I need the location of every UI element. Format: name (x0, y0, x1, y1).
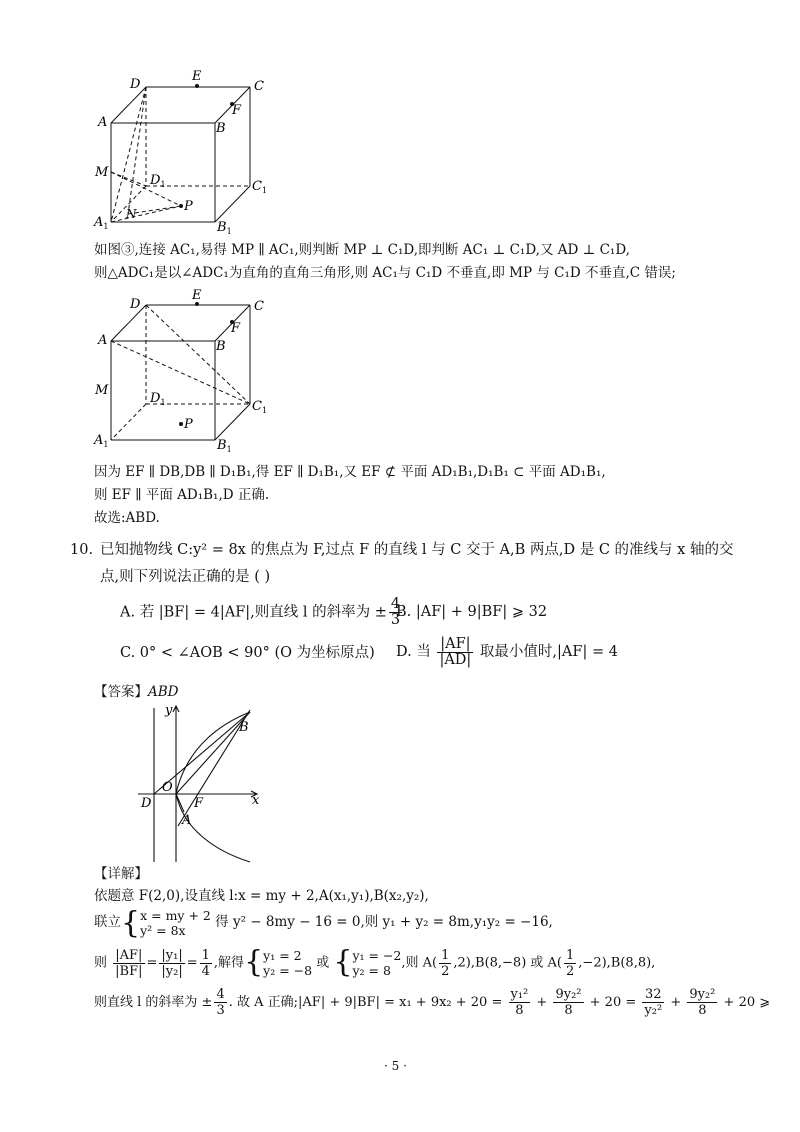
cube-figure-3 (88, 66, 278, 236)
fig3-label-E: E (192, 69, 202, 84)
fig3-label-P: P (184, 199, 193, 214)
graph-label-x: x (252, 793, 260, 808)
fig3-label-C: C (254, 79, 264, 94)
question-stem-2: 点,则下列说法正确的是 ( ) (100, 569, 271, 585)
graph-label-O: O (162, 780, 173, 795)
cube-figure-4 (88, 288, 278, 458)
system-brace: { x = my + 2 y² = 8x (121, 905, 211, 940)
fig3-label-D1: $D_1$ (150, 173, 166, 189)
fig4-label-D: D (130, 297, 141, 312)
fig4-label-F: F (231, 321, 241, 336)
detail-label: 【详解】 (94, 866, 148, 882)
fig3-label-A: A (98, 115, 108, 130)
fig4-label-C: C (254, 299, 264, 314)
graph-label-y: y (165, 703, 173, 718)
fig4-label-P: P (184, 417, 193, 432)
detail-line-4: 则直线 l 的斜率为 ± $\frac{4}{3}$ . 故 A 正确;|AF| + 9|BF| = x₁ + 9x₂ + 20 = $\frac{\text{y₁²}}{8}$ + $\frac{\text{9y₂²}}{8}$ + 20 = $\frac{32}{\text{y₂²}}$ + $\frac{\text{9y₂²}}{8}$ + 20 ⩾ (94, 987, 771, 1018)
fig4-label-B1: $B_1$ (217, 438, 232, 454)
solution-line-2: 则△ADC₁是以∠ADC₁为直角的直角三角形,则 AC₁与 C₁D 不垂直,即 MP 与 C₁D 不垂直,C 错误; (94, 265, 676, 281)
fig4-label-A: A (98, 333, 108, 348)
question-stem-1: 已知抛物线 C:y² = 8x 的焦点为 F,过点 F 的直线 l 与 C 交于 A,B 两点,D 是 C 的准线与 x 轴的交 (100, 542, 734, 558)
detail-line-1: 依题意 F(2,0),设直线 l:x = my + 2,A(x₁,y₁),B(x₂,y₂), (94, 888, 429, 904)
option-d-fraction: $\frac{|AF|}{|AD|}$ (439, 635, 472, 668)
option-d: D. 当 $\frac{|AF|}{|AD|}$ 取最小值时,|AF| = 4 (396, 635, 618, 668)
solution-line-3: 因为 EF ∥ DB,DB ∥ D₁B₁,得 EF ∥ D₁B₁,又 EF ⊄ 平面 AD₁B₁,D₁B₁ ⊂ 平面 AD₁B₁, (94, 464, 606, 480)
fig4-label-B: B (216, 339, 226, 354)
fig3-label-D: D (130, 77, 141, 92)
answer-value: ABD (148, 684, 179, 700)
graph-label-B: B (239, 720, 249, 735)
fig3-label-A1: $A_1$ (94, 215, 109, 231)
fig4-label-D1: $D_1$ (150, 391, 166, 407)
fig4-label-C1: $C_1$ (252, 399, 268, 415)
option-c: C. 0° < ∠AOB < 90° (O 为坐标原点) (120, 645, 375, 661)
question-number: 10. (70, 542, 94, 558)
fig3-label-F: F (232, 103, 242, 118)
fig4-label-A1: $A_1$ (94, 433, 109, 449)
graph-label-D: D (141, 796, 152, 811)
fig3-label-M: M (95, 165, 109, 180)
graph-label-F: F (194, 796, 204, 811)
option-b: B. |AF| + 9|BF| ⩾ 32 (396, 604, 548, 620)
graph-label-A: A (182, 813, 192, 828)
fig3-label-C1: $C_1$ (252, 179, 268, 195)
option-a: A. 若 |BF| = 4|AF|,则直线 l 的斜率为 ± $\frac{4}{3}$ (120, 596, 401, 628)
solution-line-1: 如图③,连接 AC₁,易得 MP ∥ AC₁,则判断 MP ⊥ C₁D,即判断 AC₁ ⊥ C₁D,又 AD ⊥ C₁D, (94, 242, 630, 258)
fig4-label-E: E (192, 288, 202, 303)
fig4-label-M: M (95, 383, 109, 398)
detail-line-3: 则 $\frac{|AF|}{|BF|}$ = $\frac{\text{|y₁|}}{\text{|y₂|}}$ = $\frac{1}{4}$ ,解得{ y₁ = 2 y₂ = −8 或 { y₁ = −2 y₂ = 8 ,则 A( $\frac{1}{2}$ ,2),B(8,−8) 或 A( $\frac{1}{2}$ ,−2),B(8,8), (94, 944, 656, 980)
answer-line: 【答案】ABD (94, 684, 179, 700)
option-a-fraction: $\frac{4}{3}$ (390, 596, 401, 628)
fig3-label-B1: $B_1$ (217, 220, 232, 236)
page-number: · 5 · (384, 1059, 407, 1073)
fig3-label-N: N (126, 207, 137, 221)
solution-line-4: 则 EF ∥ 平面 AD₁B₁,D 正确. (94, 487, 270, 503)
fig3-label-B: B (216, 121, 226, 136)
parabola-graph (132, 700, 272, 865)
detail-line-2: 联立{ x = my + 2 y² = 8x 得 y² − 8my − 16 = 0,则 y₁ + y₂ = 8m,y₁y₂ = −16, (94, 905, 553, 940)
solution-line-5: 故选:ABD. (94, 510, 160, 526)
